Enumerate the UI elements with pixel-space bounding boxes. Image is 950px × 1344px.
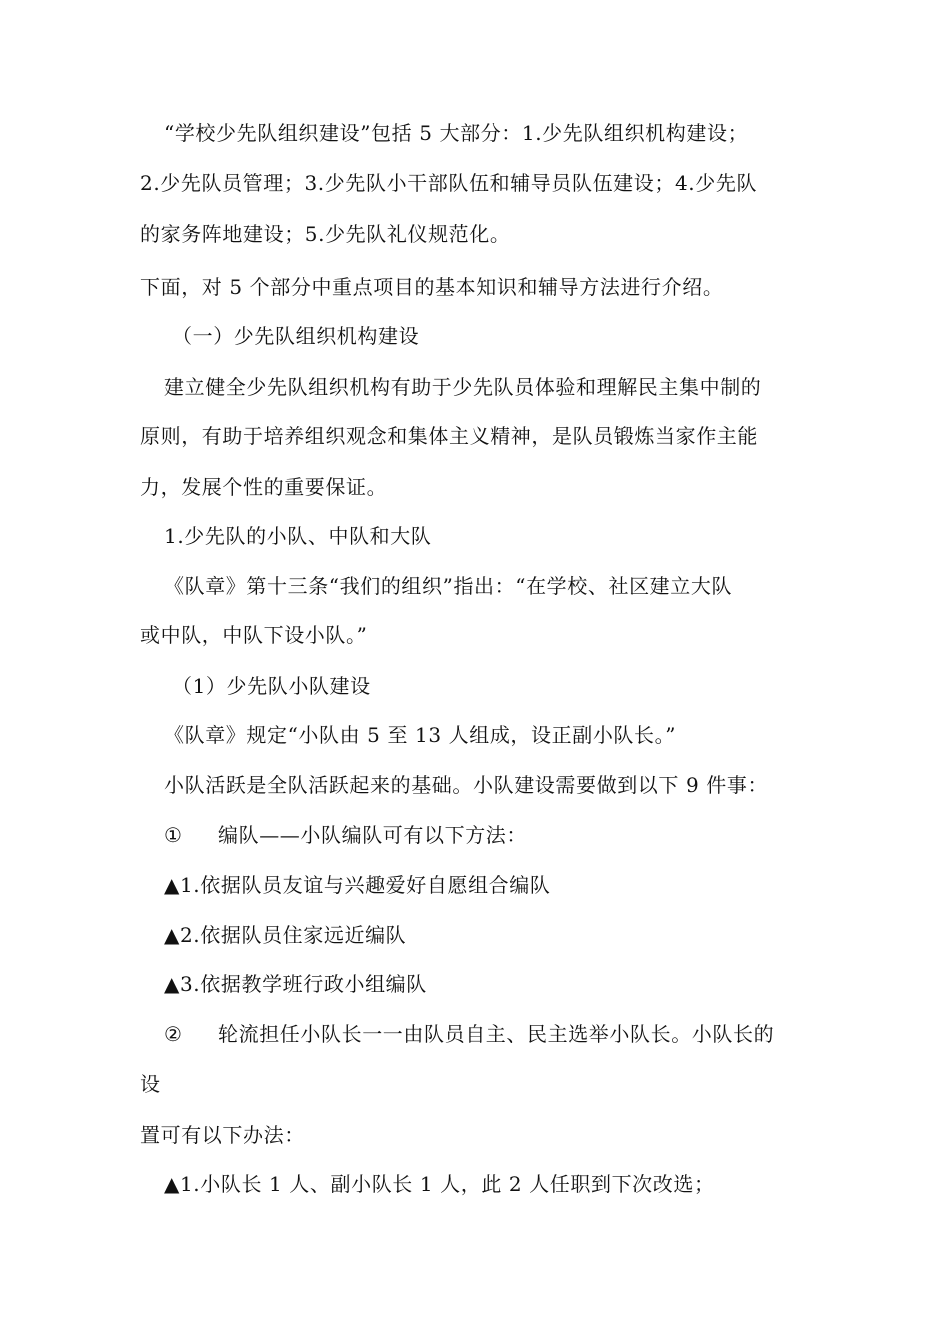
- paragraph-line: 力，发展个性的重要保证。: [140, 475, 388, 499]
- bullet-item: ▲3.依据教学班行政小组编队: [164, 972, 427, 996]
- bullet-item: ▲1.依据队员友谊与兴趣爱好自愿组合编队: [164, 873, 551, 897]
- circled-number-marker: ①: [164, 823, 183, 847]
- paragraph-line: 设: [140, 1072, 161, 1096]
- paragraph-line: 《队章》第十三条“我们的组织”指出：“在学校、社区建立大队: [164, 574, 733, 598]
- paragraph-line: 置可有以下办法：: [140, 1123, 305, 1147]
- bullet-item: ▲1.小队长 1 人、副小队长 1 人，此 2 人任职到下次改选；: [164, 1172, 715, 1196]
- paragraph-line: 小队活跃是全队活跃起来的基础。小队建设需要做到以下 9 件事：: [164, 773, 769, 797]
- paragraph-line: 的家务阵地建设；5.少先队礼仪规范化。: [140, 222, 511, 246]
- subsection-heading: 1.少先队的小队、中队和大队: [164, 524, 432, 548]
- paragraph-line: 2.少先队员管理；3.少先队小干部队伍和辅导员队伍建设；4.少先队: [140, 171, 758, 195]
- paragraph-line: 或中队，中队下设小队。”: [140, 623, 368, 647]
- circled-number-marker: ②: [164, 1022, 183, 1046]
- subsection-heading: （1）少先队小队建设: [172, 674, 371, 698]
- numbered-item-text: 编队——小队编队可有以下方法：: [218, 823, 527, 847]
- numbered-item-text: 轮流担任小队长一一由队员自主、民主选举小队长。小队长的: [218, 1022, 775, 1046]
- section-heading: （一）少先队组织机构建设: [172, 324, 420, 348]
- paragraph-line: 原则，有助于培养组织观念和集体主义精神，是队员锻炼当家作主能: [140, 424, 758, 448]
- numbered-item: [164, 822, 527, 848]
- paragraph-line: 下面，对 5 个部分中重点项目的基本知识和辅导方法进行介绍。: [140, 275, 724, 299]
- numbered-item: [164, 1021, 774, 1047]
- paragraph-line: 《队章》规定“小队由 5 至 13 人组成，设正副小队长。”: [164, 723, 677, 747]
- bullet-item: ▲2.依据队员住家远近编队: [164, 923, 407, 947]
- paragraph-line: “学校少先队组织建设”包括 5 大部分：1.少先队组织机构建设；: [164, 121, 749, 145]
- paragraph-line: 建立健全少先队组织机构有助于少先队员体验和理解民主集中制的: [164, 375, 762, 399]
